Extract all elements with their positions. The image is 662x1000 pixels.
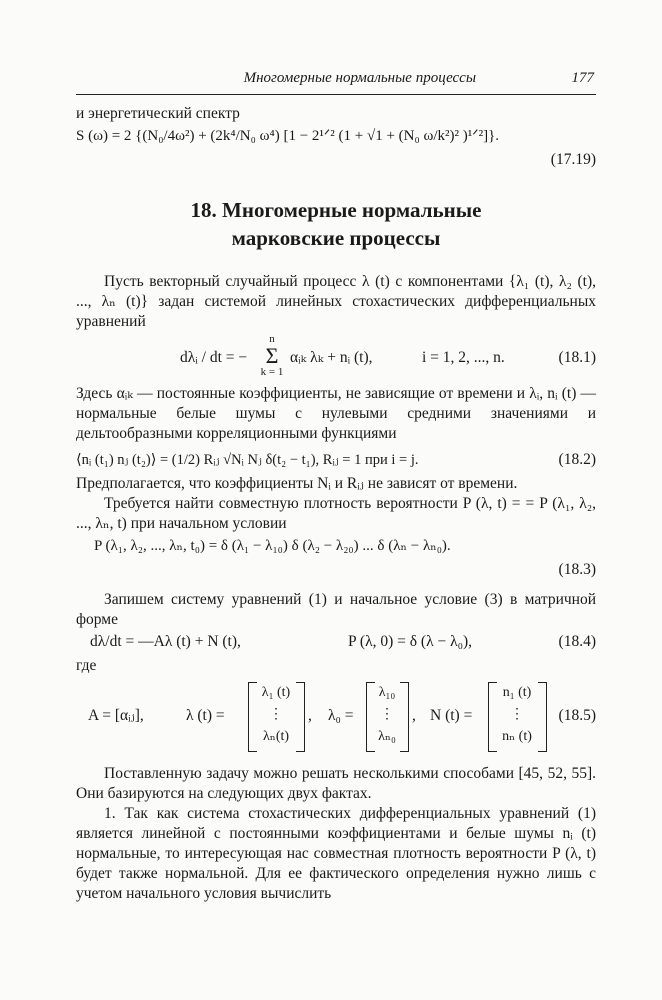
N-vector-entry: nₙ (t) bbox=[502, 729, 532, 744]
equation-17-19 bbox=[76, 126, 596, 148]
paragraph-2: Здесь αᵢₖ — постоянные коэффициенты, не зависящие от времени и λᵢ, nᵢ (t) — нормальные белые шумы с нулевыми средними значениями и дельтообразными корреляционными функциями bbox=[76, 385, 596, 442]
eq-18-1-number: (18.1) bbox=[558, 349, 596, 366]
running-head: Многомерные нормальные процессы bbox=[243, 70, 476, 86]
eq-18-1-lhs: dλᵢ / dt = − bbox=[180, 349, 248, 366]
lambda-vector-entry: ⋮ bbox=[269, 707, 283, 722]
eq-18-2-formula: ⟨nᵢ (t₁) nⱼ (t₂)⟩ = (1/2) Rᵢⱼ √Nᵢ Nⱼ δ(t₂ − t₁), Rᵢⱼ = 1 при i = j. bbox=[76, 452, 419, 468]
lambda-vector-entry: λ₁ (t) bbox=[261, 685, 291, 700]
lambda0-vector-entry: λ₁₀ bbox=[378, 685, 396, 700]
comma: , bbox=[308, 707, 312, 724]
eq-18-2-number: (18.2) bbox=[558, 451, 596, 468]
lambda0-vector-entry: ⋮ bbox=[380, 707, 394, 722]
lambda0-vector bbox=[374, 682, 400, 748]
where-text: где bbox=[76, 657, 97, 674]
sum-symbol bbox=[260, 334, 284, 378]
equation-18-4 bbox=[76, 632, 596, 654]
eq-18-1-cond: i = 1, 2, ..., n. bbox=[422, 349, 505, 366]
equation-17-19-formula: S (ω) = 2 {(N₀/4ω²) + (2k⁴/N₀ ω⁴) [1 − 2¹ᐟ² (1 + √1 + (N₀ ω/k²)² )¹ᐟ²]}. bbox=[76, 128, 500, 144]
N-bracket-right bbox=[538, 682, 547, 752]
page-body bbox=[76, 104, 596, 904]
paragraph-4: Требуется найти совместную плотность вероятности P (λ, t) = = P (λ₁, λ₂, ..., λₙ, t) при начальном условии bbox=[76, 495, 596, 532]
paragraph-7: 1. Так как система стохастических дифференциальных уравнений (1) является линейной с постоянными коэффициентами и белые шумы nᵢ (t) нормальные, то интересующая нас совместная плотность вероятности P (λ, t) будет также нормальной. Для ее фактического определения нужно лишь с учетом начального условия вычислить bbox=[76, 805, 596, 902]
eq-18-5-N-lhs: N (t) = bbox=[430, 707, 473, 724]
sum-lower: k = 1 bbox=[260, 366, 284, 378]
paragraph-6: Поставленную задачу можно решать несколькими способами [45, 52, 55]. Они базируются на следующих двух фактах. bbox=[76, 765, 596, 802]
section-title-line2: марковские процессы bbox=[231, 226, 441, 250]
eq-18-1-rhs: αᵢₖ λₖ + nᵢ (t), bbox=[290, 349, 373, 366]
eq-18-5-lambda0-lhs: λ₀ = bbox=[328, 707, 354, 724]
sum-upper: n bbox=[269, 333, 275, 345]
eq-18-5-number: (18.5) bbox=[558, 707, 596, 724]
N-vector-entry: n₁ (t) bbox=[502, 685, 532, 700]
equation-18-5 bbox=[76, 676, 596, 758]
paragraph-1: Пусть векторный случайный процесс λ (t) с компонентами {λ₁ (t), λ₂ (t), ..., λₙ (t)} задан системой линейных стохастических дифференциальных уравнений bbox=[76, 273, 596, 330]
eq-18-3-formula: P (λ₁, λ₂, ..., λₙ, t₀) = δ (λ₁ − λ₁₀) δ (λ₂ − λ₂₀) ... δ (λₙ − λₙ₀). bbox=[94, 538, 451, 554]
comma: , bbox=[412, 707, 416, 724]
page-number: 177 bbox=[571, 70, 594, 86]
paragraph-5: Запишем систему уравнений (1) и начальное условие (3) в матричной форме bbox=[76, 591, 596, 628]
section-title bbox=[76, 196, 596, 252]
lambda0-vector-entry: λₙ₀ bbox=[378, 729, 396, 744]
equation-17-19-number: (17.19) bbox=[550, 151, 596, 168]
eq-18-4-number: (18.4) bbox=[558, 633, 596, 650]
equation-18-1 bbox=[76, 334, 596, 382]
sum-sign: Σ bbox=[265, 343, 279, 368]
intro-text: и энергетический спектр bbox=[76, 105, 240, 122]
eq-18-5-A-def: A = [αᵢⱼ], bbox=[88, 707, 144, 724]
N-vector-entry: ⋮ bbox=[510, 707, 524, 722]
lambda-bracket-right bbox=[296, 682, 305, 752]
equation-18-2 bbox=[76, 450, 596, 472]
eq-18-5-lambda-lhs: λ (t) = bbox=[186, 707, 225, 724]
section-title-line1: 18. Многомерные нормальные bbox=[190, 198, 482, 222]
eq-18-4-left: dλ/dt = —Aλ (t) + N (t), bbox=[90, 633, 241, 650]
lambda-vector bbox=[256, 682, 296, 748]
equation-18-3 bbox=[76, 536, 596, 558]
page-header bbox=[76, 68, 596, 95]
equation-18-3-number: (18.3) bbox=[558, 561, 596, 578]
lambda0-bracket-right bbox=[400, 682, 409, 752]
paragraph-3: Предполагается, что коэффициенты Nᵢ и Rᵢⱼ не зависят от времени. bbox=[76, 475, 518, 492]
eq-18-4-right: P (λ, 0) = δ (λ − λ₀), bbox=[348, 633, 473, 650]
N-vector bbox=[496, 682, 538, 748]
lambda-vector-entry: λₙ(t) bbox=[262, 729, 290, 744]
